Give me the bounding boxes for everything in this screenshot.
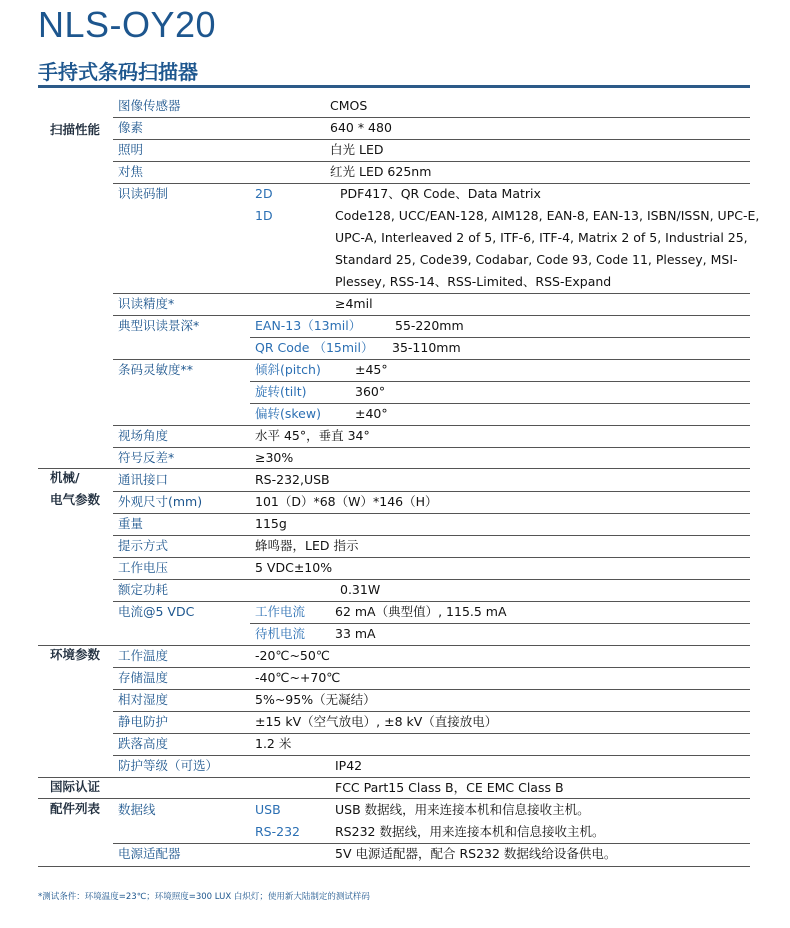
spec-label: 工作温度 [118,648,169,663]
row-divider [113,359,750,360]
spec-label: 照明 [118,142,144,157]
spec-value: 35-110mm [392,340,461,355]
row-divider [113,425,750,426]
spec-value: 红光 LED 625nm [330,164,432,179]
spec-sublabel: EAN-13（13mil） [255,318,362,333]
row-divider [113,579,750,580]
spec-label: 符号反差* [118,450,175,465]
spec-value: ≥30% [255,450,294,465]
spec-label: 数据线 [118,802,156,817]
spec-label: 重量 [118,516,144,531]
spec-value: 5 VDC±10% [255,560,333,575]
header-rule [38,85,750,88]
spec-label: 跌落高度 [118,736,169,751]
spec-sublabel: RS-232 [255,824,300,839]
spec-label: 电源适配器 [118,846,181,861]
spec-value: 115g [255,516,287,531]
spec-value: ≥4mil [335,296,373,311]
spec-label: 工作电压 [118,560,169,575]
row-divider [113,667,750,668]
spec-sublabel: QR Code （15mil） [255,340,374,355]
spec-label: 条码灵敏度** [118,362,194,377]
section-accessories: 配件列表 [50,801,101,816]
spec-value-1d-line: Plessey, RSS-14、RSS-Limited、RSS-Expand [335,274,612,289]
section-certification: 国际认证 [50,779,101,794]
spec-value: RS-232,USB [255,472,330,487]
spec-sublabel-1d: 1D [255,208,273,223]
spec-value: 101（D）*68（W）*146（H） [255,494,438,509]
product-subtitle: 手持式条码扫描器 [38,60,198,84]
spec-label: 识读码制 [118,186,169,201]
row-divider [113,139,750,140]
spec-label: 视场角度 [118,428,169,443]
spec-label: 存储温度 [118,670,169,685]
spec-value: 0.31W [340,582,381,597]
spec-value: CMOS [330,98,368,113]
spec-value: 白光 LED [330,142,384,157]
spec-sublabel: 旋转(tilt) [255,384,307,399]
spec-value: -40℃~+70℃ [255,670,341,685]
section-mech-electrical-2: 电气参数 [50,492,101,507]
row-divider [113,447,750,448]
section-divider [38,866,750,867]
test-conditions-footnote: *测试条件：环境温度=23℃；环境照度=300 LUX 白炽灯；使用新大陆制定的测试样码 [38,892,370,902]
spec-label: 通讯接口 [118,472,169,487]
spec-value: ±40° [355,406,388,421]
spec-sublabel-2d: 2D [255,186,273,201]
spec-label: 提示方式 [118,538,169,553]
spec-label: 外观尺寸(mm) [118,494,203,509]
spec-value: RS232 数据线，用来连接本机和信息接收主机。 [335,824,605,839]
spec-value: 640 * 480 [330,120,392,135]
row-divider [113,117,750,118]
spec-value: 62 mA（典型值）, 115.5 mA [335,604,507,619]
row-divider [250,403,750,404]
spec-value: 360° [355,384,386,399]
spec-value: 55-220mm [395,318,464,333]
product-title: NLS-OY20 [38,4,217,45]
row-divider [113,293,750,294]
row-divider [113,557,750,558]
spec-sublabel: USB [255,802,281,817]
spec-value: USB 数据线，用来连接本机和信息接收主机。 [335,802,590,817]
spec-label: 相对湿度 [118,692,169,707]
section-environment: 环境参数 [50,647,101,662]
spec-value: ±45° [355,362,388,377]
spec-label: 识读精度* [118,296,175,311]
spec-value: 水平 45°，垂直 34° [255,428,370,443]
spec-value: IP42 [335,758,363,773]
row-divider [250,381,750,382]
row-divider [113,535,750,536]
spec-value: 5%~95%（无凝结） [255,692,376,707]
spec-label: 像素 [118,120,144,135]
spec-sublabel: 工作电流 [255,604,306,619]
spec-value-2d: PDF417、QR Code、Data Matrix [340,186,541,201]
section-scan-performance: 扫描性能 [50,122,101,137]
spec-label: 对焦 [118,164,144,179]
section-mech-electrical-1: 机械/ [50,470,80,485]
row-divider [113,689,750,690]
spec-value: 5V 电源适配器，配合 RS232 数据线给设备供电。 [335,846,617,861]
row-divider [113,161,750,162]
spec-sublabel: 倾斜(pitch) [255,362,321,377]
spec-label: 电流@5 VDC [118,604,195,619]
spec-value: FCC Part15 Class B，CE EMC Class B [335,780,564,795]
spec-value-1d-line: Standard 25, Code39, Codabar, Code 93, Code 11, Plessey, MSI- [335,252,738,267]
spec-label: 额定功耗 [118,582,169,597]
row-divider [250,623,750,624]
spec-value-1d-line: UPC-A, Interleaved 2 of 5, ITF-6, ITF-4, Matrix 2 of 5, Industrial 25, [335,230,748,245]
spec-value: 33 mA [335,626,376,641]
spec-label: 图像传感器 [118,98,181,113]
spec-value: 蜂鸣器，LED 指示 [255,538,359,553]
spec-sublabel: 偏转(skew) [255,406,321,421]
spec-label: 典型识读景深* [118,318,200,333]
spec-label: 防护等级（可选） [118,758,219,773]
spec-value: 1.2 米 [255,736,292,751]
spec-label: 静电防护 [118,714,169,729]
spec-value-1d-line: Code128, UCC/EAN-128, AIM128, EAN-8, EAN-13, ISBN/ISSN, UPC-E, [335,208,760,223]
spec-value: ±15 kV（空气放电）, ±8 kV（直接放电） [255,714,498,729]
row-divider [113,513,750,514]
spec-value: -20℃~50℃ [255,648,330,663]
row-divider [113,733,750,734]
spec-sublabel: 待机电流 [255,626,306,641]
